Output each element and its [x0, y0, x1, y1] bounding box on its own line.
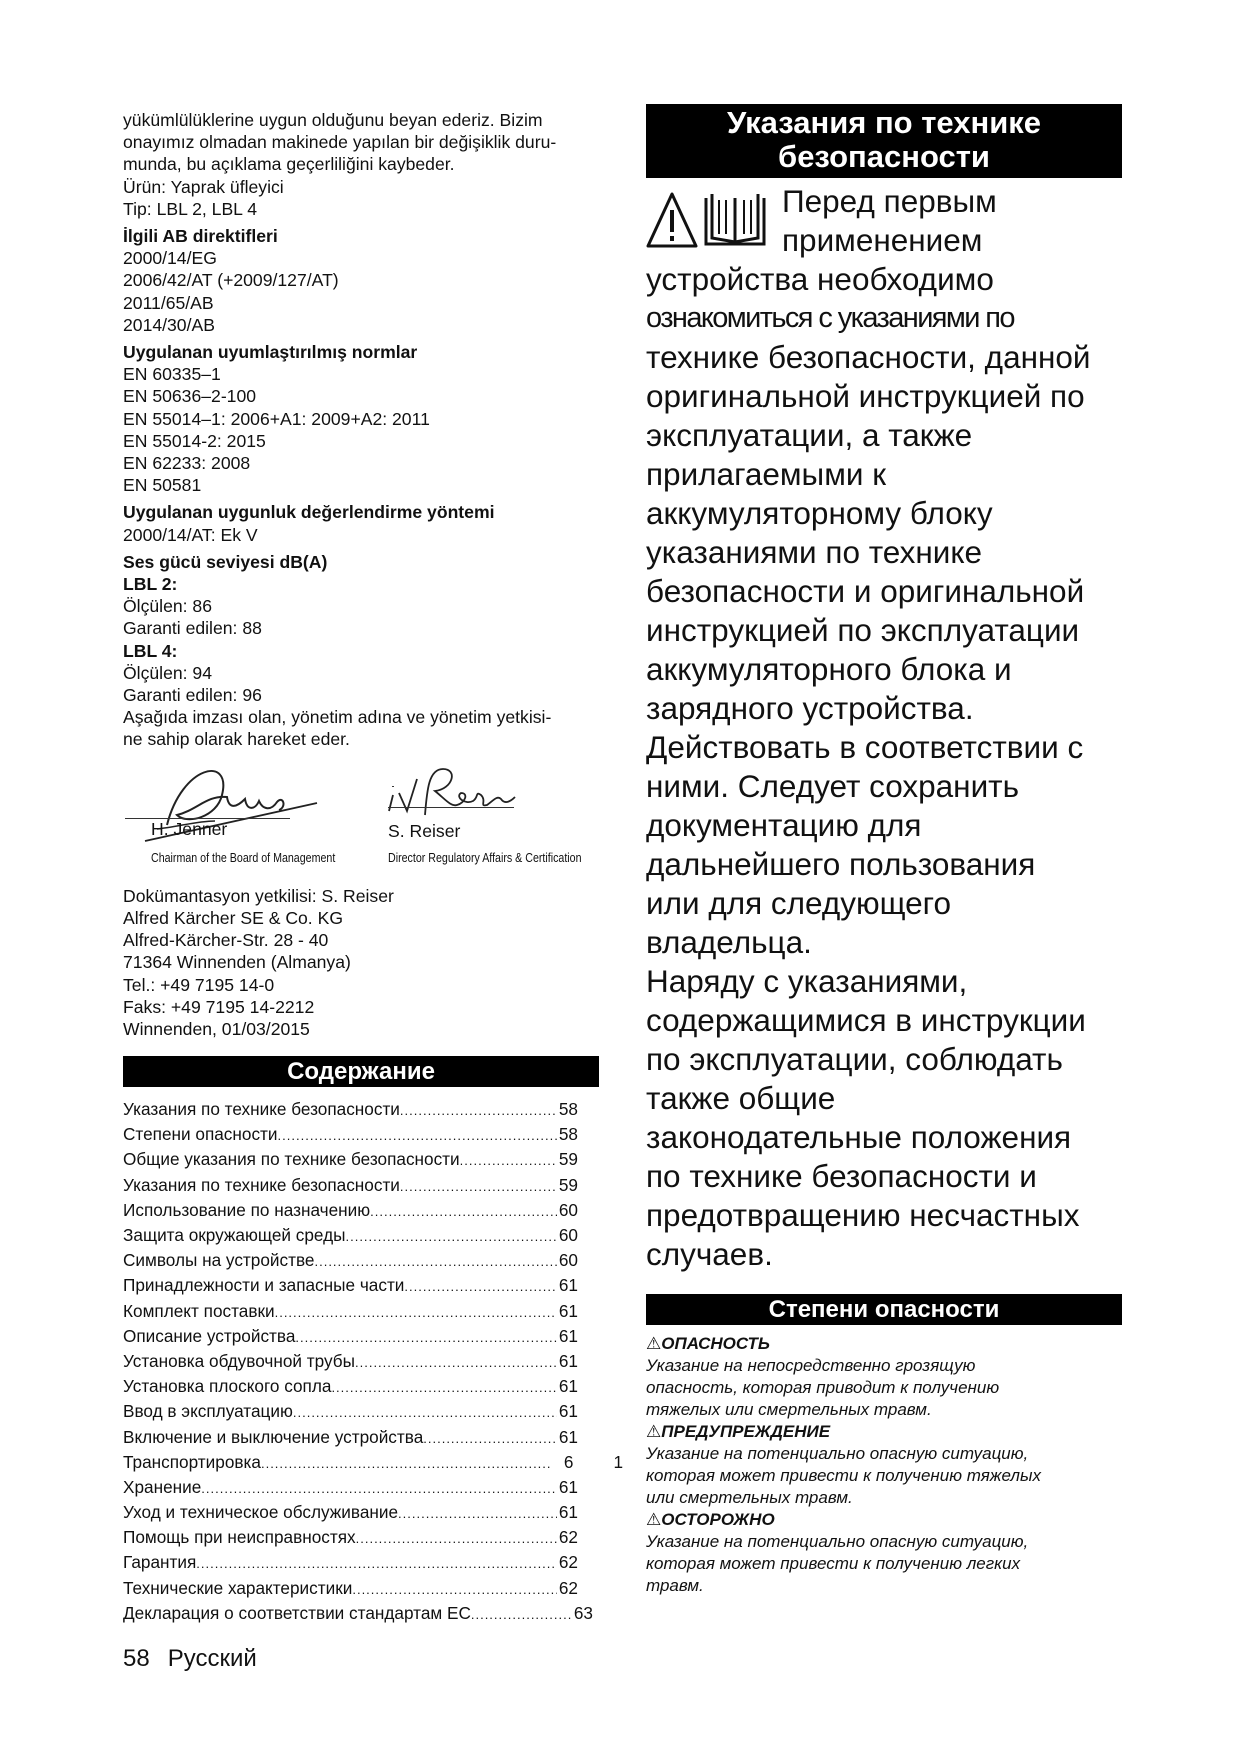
toc-item-title: Степени опасности [123, 1124, 278, 1145]
norms-heading: Uygulanan uyumlaştırılmış normlar [123, 342, 418, 363]
safety-heading [646, 104, 1122, 178]
address-line: Faks: +49 7195 14-2212 [123, 996, 315, 1017]
toc-item-title: Описание устройства [123, 1325, 296, 1346]
toc-item-page: 61 [558, 1275, 578, 1296]
directives-heading: İlgili AB direktifleri [123, 226, 278, 247]
toc-item-title: Уход и техническое обслуживание [123, 1502, 399, 1523]
norm-item: EN 50581 [123, 475, 202, 496]
toc-item-page: 59 [558, 1149, 578, 1170]
caution-level-text: Указание на потенциально опасную ситуацию, [646, 1532, 1029, 1551]
warning-triangle-icon: ⚠ [646, 1422, 662, 1441]
intro-line: владельца. [646, 924, 812, 960]
toc-item[interactable] [123, 1324, 578, 1349]
toc-item-page: 61 [558, 1350, 578, 1371]
lbl2-heading: LBL 2: [123, 574, 178, 595]
toc-item-title: Использование по назначению [123, 1199, 371, 1220]
safety-heading-line: Указания по технике [726, 105, 1042, 140]
toc-item[interactable] [123, 1198, 578, 1223]
toc-item-title: Установка плоского сопла [123, 1376, 332, 1397]
warning-level-text: или смертельных травм. [646, 1488, 853, 1507]
intro-line: Наряду с указаниями, [646, 963, 968, 999]
toc-item-title: Защита окружающей среды [123, 1225, 346, 1246]
intro-line: по технике безопасности и [646, 1158, 1037, 1194]
danger-levels-heading: Степени опасности [646, 1294, 1122, 1325]
directives-block [123, 225, 603, 336]
toc-item-title: Декларация о соответствии стандартам ЕС [123, 1602, 471, 1623]
intro-line: применением [782, 222, 983, 258]
directive-item: 2006/42/AT (+2009/127/AT) [123, 270, 339, 291]
warning-triangle-icon [648, 194, 696, 246]
address-line: 71364 Winnenden (Almanya) [123, 952, 351, 973]
lbl4-heading: LBL 4: [123, 640, 178, 661]
toc-item-page: 61 [558, 1502, 578, 1523]
toc-item-page: 61 [558, 1300, 578, 1321]
toc-item[interactable] [123, 1299, 578, 1324]
handwritten-signature-reiser [383, 759, 523, 829]
toc-item[interactable] [123, 1576, 578, 1601]
toc-item-title: Общие указания по технике безопасности [123, 1149, 460, 1170]
warning-level-text: которая может привести к получению тяжелых [646, 1466, 1041, 1485]
intro-line: устройства необходимо [646, 261, 994, 297]
toc-item-title: Транспортировка [123, 1451, 261, 1472]
signer-name: H. Jenner [151, 818, 228, 839]
intro-line: предотвращению несчастных [646, 1197, 1080, 1233]
intro-line: также общие [646, 1080, 836, 1116]
toc-item-title: Технические характеристики [123, 1577, 353, 1598]
intro-line: содержащимися в инструкции [646, 1002, 1086, 1038]
toc-item-title: Включение и выключение устройства [123, 1426, 424, 1447]
toc-item-page: 58 [558, 1124, 578, 1145]
method-heading: Uygulanan uygunluk değerlendirme yöntemi [123, 502, 495, 523]
address-line: Alfred-Kärcher-Str. 28 - 40 [123, 930, 329, 951]
toc-item-title: Хранение [123, 1476, 202, 1497]
signer-role: Director Regulatory Affairs & Certification [388, 849, 582, 865]
norm-item: EN 50636–2-100 [123, 386, 257, 407]
intro-line: оригинальной инструкцией по [646, 378, 1085, 414]
intro-line: инструкцией по эксплуатации [646, 612, 1080, 648]
toc-item[interactable] [123, 1374, 578, 1399]
toc-item-page: 60 [558, 1199, 578, 1220]
intro-line: Перед первым [782, 183, 997, 219]
toc-item-page: 61 [558, 1401, 578, 1422]
product-line: Ürün: Yaprak üfleyici [123, 176, 284, 197]
toc-item-page: 62 [558, 1527, 578, 1548]
danger-levels [646, 1333, 1124, 1597]
toc-item-title: Гарантия [123, 1552, 197, 1573]
toc-item-page: 62 [558, 1552, 578, 1573]
toc-item-page: 59 [558, 1174, 578, 1195]
intro-line: указаниями по технике [646, 534, 983, 570]
toc-item[interactable] [123, 1147, 578, 1172]
toc-item-page: 61 [558, 1376, 578, 1397]
toc-item[interactable] [123, 1273, 578, 1298]
intro-line: законодательные положения [646, 1119, 1072, 1155]
type-line: Tip: LBL 2, LBL 4 [123, 198, 257, 219]
toc-item-page: 61 [558, 1426, 578, 1447]
lbl2-measured: Ölçülen: 86 [123, 596, 212, 617]
warning-triangle-icon: ⚠ [646, 1334, 662, 1353]
toc-item-page: 6 [563, 1451, 574, 1472]
toc-item-page: 62 [558, 1577, 578, 1598]
intro-line: по эксплуатации, соблюдать [646, 1041, 1063, 1077]
intro-line: случаев. [646, 1236, 773, 1272]
toc-item-title: Помощь при неисправностях [123, 1527, 356, 1548]
toc-item-page-fragment: 1 [613, 1451, 623, 1472]
intro-line: аккумуляторного блока и [646, 651, 1012, 687]
toc-item-page: 60 [558, 1250, 578, 1271]
intro-line: безопасности и оригинальной [646, 573, 1085, 609]
toc-item-title: Установка обдувочной трубы [123, 1350, 355, 1371]
toc-item-page: 58 [558, 1099, 578, 1120]
toc-item-page: 61 [558, 1476, 578, 1497]
toc-item[interactable] [123, 1122, 578, 1147]
warning-level-label: ⚠ПРЕДУПРЕЖДЕНИЕ [646, 1422, 831, 1441]
norm-item: EN 55014–1: 2006+A1: 2009+A2: 2011 [123, 408, 430, 429]
intro-line: или для следующего [646, 885, 952, 921]
declaration-line: yükümlülüklerine uygun olduğunu beyan ederiz. Bizim [123, 110, 543, 130]
toc-item[interactable] [123, 1399, 578, 1424]
intro-line: Действовать в соответствии с [646, 729, 1084, 765]
intro-line: аккумуляторному блоку [646, 495, 993, 531]
address-line: Winnenden, 01/03/2015 [123, 1018, 310, 1039]
toc-item[interactable] [123, 1173, 578, 1198]
lbl4-measured: Ölçülen: 94 [123, 662, 212, 683]
toc-item[interactable] [123, 1601, 593, 1626]
toc-heading: Содержание [123, 1056, 599, 1087]
toc-item[interactable] [123, 1223, 578, 1248]
toc-item-title: Комплект поставки [123, 1300, 275, 1321]
toc-item[interactable] [123, 1097, 578, 1122]
left-column [123, 109, 623, 1626]
norm-item: EN 55014-2: 2015 [123, 430, 266, 451]
toc-item[interactable] [123, 1550, 578, 1575]
method-block [123, 501, 603, 545]
page-number: 58 [123, 1645, 150, 1672]
danger-level-text: Указание на непосредственно грозящую [646, 1356, 976, 1375]
toc-item-page: 61 [558, 1325, 578, 1346]
toc-item[interactable] [123, 1425, 578, 1450]
signature-line [388, 807, 514, 808]
directive-item: 2000/14/EG [123, 248, 217, 269]
signer-name: S. Reiser [388, 820, 461, 841]
signature-jenner [123, 755, 363, 885]
method-value: 2000/14/AT: Ek V [123, 524, 258, 545]
toc-item-title: Символы на устройстве [123, 1250, 315, 1271]
toc-item-page: 63 [573, 1602, 593, 1623]
warning-level-text: Указание на потенциально опасную ситуацию, [646, 1444, 1029, 1463]
warning-and-manual-icons [646, 188, 776, 256]
directive-item: 2011/65/AB [123, 292, 214, 313]
sound-block [123, 551, 603, 751]
address-block [123, 885, 603, 1040]
language-label: Русский [167, 1645, 257, 1672]
safety-heading-line: безопасности [778, 139, 990, 174]
norm-item: EN 60335–1 [123, 364, 221, 385]
toc-item[interactable] [123, 1525, 578, 1550]
declaration-line: onayımız olmadan makinede yapılan bir değişiklik duru- [123, 132, 557, 153]
directive-item: 2014/30/AB [123, 314, 215, 335]
declaration-text [123, 109, 603, 220]
toc-item-title: Указания по технике безопасности [123, 1099, 400, 1120]
declaration-line: munda, bu açıklama geçerliliğini kaybeder. [123, 154, 455, 175]
address-line: Alfred Kärcher SE & Co. KG [123, 907, 344, 928]
toc-item[interactable] [123, 1349, 578, 1374]
norm-item: EN 62233: 2008 [123, 453, 251, 474]
toc-item[interactable] [123, 1248, 578, 1273]
read-manual-icon [706, 194, 764, 244]
toc-item[interactable] [123, 1450, 623, 1475]
danger-level-label: ⚠ОПАСНОСТЬ [646, 1334, 770, 1353]
page-footer [123, 1645, 257, 1673]
warning-triangle-icon: ⚠ [646, 1510, 662, 1529]
signature-reiser [383, 755, 603, 885]
caution-level-label: ⚠ОСТОРОЖНО [646, 1510, 775, 1529]
lbl4-guaranteed: Garanti edilen: 96 [123, 685, 262, 706]
caution-level-text: травм. [646, 1576, 704, 1595]
intro-line: эксплуатации, а также [646, 417, 973, 453]
lbl2-guaranteed: Garanti edilen: 88 [123, 618, 262, 639]
signoff-line: ne sahip olarak hareket eder. [123, 729, 350, 750]
danger-level-text: опасность, которая приводит к получению [646, 1378, 1000, 1397]
safety-intro [646, 182, 1124, 1274]
address-line: Tel.: +49 7195 14-0 [123, 974, 275, 995]
sound-heading: Ses gücü seviyesi dB(A) [123, 551, 328, 572]
toc-item-page: 60 [558, 1225, 578, 1246]
intro-line: ними. Следует сохранить [646, 768, 1020, 804]
signatures [123, 755, 603, 885]
intro-line: дальнейшего пользования [646, 846, 1036, 882]
norms-block [123, 341, 603, 496]
caution-level-text: которая может привести к получению легких [646, 1554, 1021, 1573]
intro-line: ознакомиться с указаниями по [646, 302, 1014, 334]
signer-role: Chairman of the Board of Management [151, 849, 336, 865]
intro-line: документацию для [646, 807, 922, 843]
intro-line: прилагаемыми к [646, 456, 886, 492]
toc-item[interactable] [123, 1500, 578, 1525]
right-column [646, 104, 1124, 1597]
table-of-contents [123, 1097, 623, 1626]
toc-item-title: Указания по технике безопасности [123, 1174, 400, 1195]
toc-item[interactable] [123, 1475, 578, 1500]
signoff-line: Aşağıda imzası olan, yönetim adına ve yönetim yetkisi- [123, 707, 552, 728]
intro-line: зарядного устройства. [646, 690, 974, 726]
intro-line: технике безопасности, данной [646, 339, 1091, 375]
toc-item-title: Принадлежности и запасные части [123, 1275, 405, 1296]
address-line: Dokümantasyon yetkilisi: S. Reiser [123, 885, 394, 906]
danger-level-text: тяжелых или смертельных травм. [646, 1400, 932, 1419]
toc-item-title: Ввод в эксплуатацию [123, 1401, 293, 1422]
